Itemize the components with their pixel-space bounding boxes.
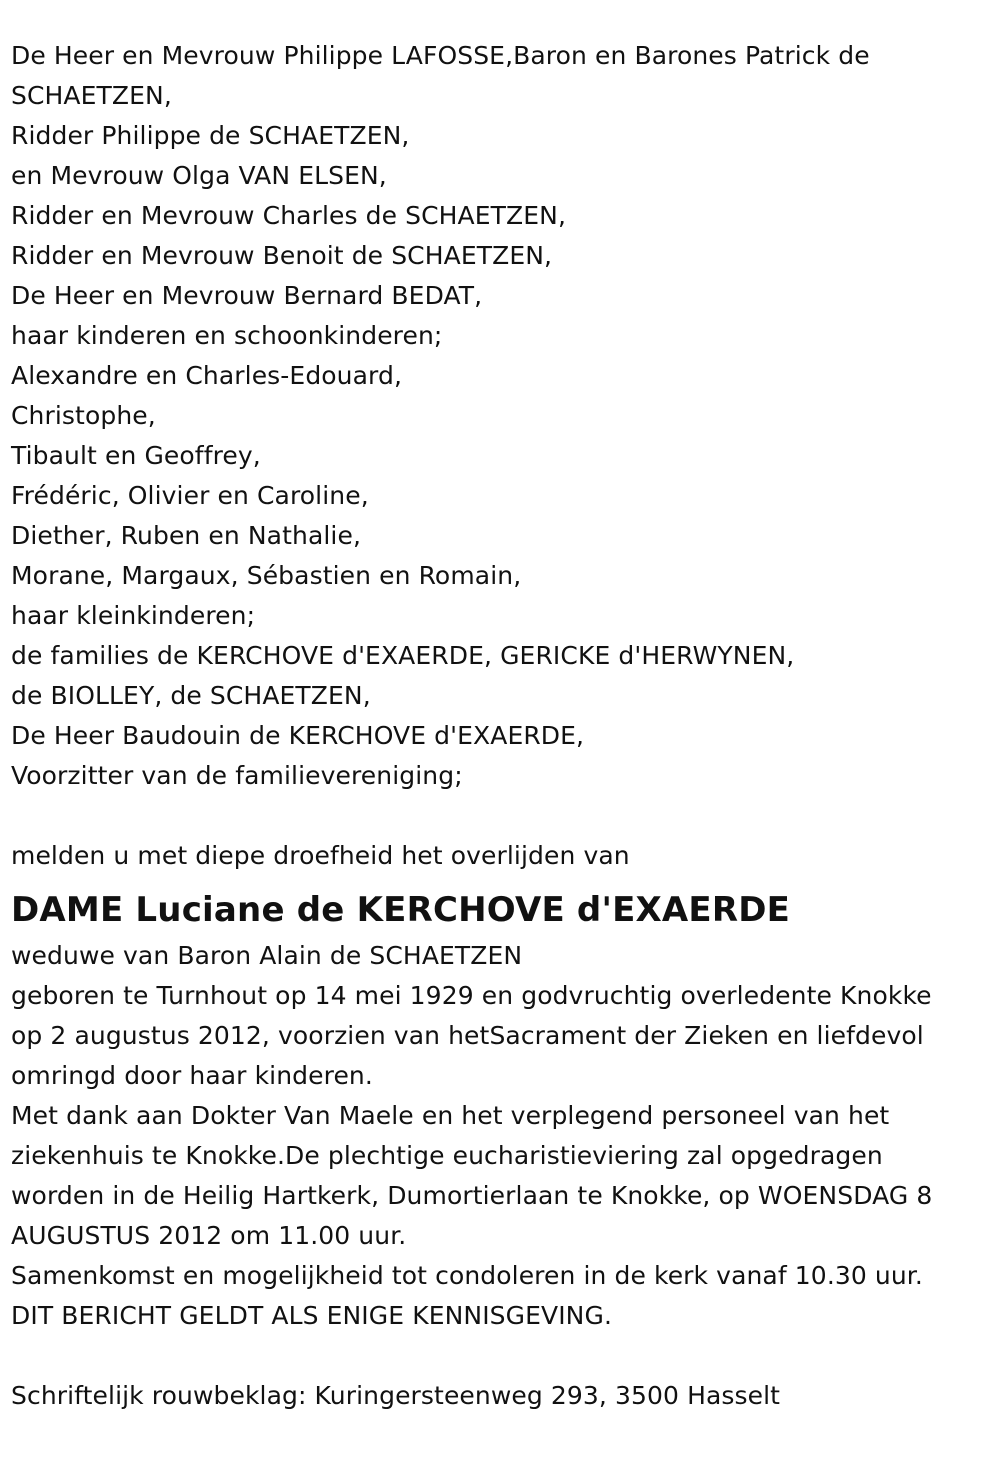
- detail-line: ziekenhuis te Knokke.De plechtige eucharistieviering zal opgedragen: [11, 1141, 883, 1170]
- sender-line: en Mevrouw Olga VAN ELSEN,: [11, 161, 387, 190]
- detail-line: DIT BERICHT GELDT ALS ENIGE KENNISGEVING.: [11, 1301, 612, 1330]
- sender-line: Christophe,: [11, 401, 156, 430]
- sender-line: Morane, Margaux, Sébastien en Romain,: [11, 561, 522, 590]
- detail-line: Samenkomst en mogelijkheid tot condoleren in de kerk vanaf 10.30 uur.: [11, 1261, 923, 1290]
- obituary-notice: [11, 36, 991, 1416]
- detail-line: worden in de Heilig Hartkerk, Dumortierlaan te Knokke, op WOENSDAG 8: [11, 1181, 933, 1210]
- deceased-name: DAME Luciane de KERCHOVE d'EXAERDE: [11, 890, 791, 930]
- sender-line: Alexandre en Charles-Edouard,: [11, 361, 402, 390]
- detail-line: omringd door haar kinderen.: [11, 1061, 373, 1090]
- details-block: [11, 936, 991, 1336]
- detail-line: geboren te Turnhout op 14 mei 1929 en godvruchtig overledente Knokke: [11, 981, 932, 1010]
- spacer: [11, 1336, 991, 1376]
- condolence-address: Schriftelijk rouwbeklag: Kuringersteenweg 293, 3500 Hasselt: [11, 1381, 781, 1410]
- detail-line: weduwe van Baron Alain de SCHAETZEN: [11, 941, 523, 970]
- sender-line: Tibault en Geoffrey,: [11, 441, 261, 470]
- sender-line: De Heer en Mevrouw Philippe LAFOSSE,Baron en Barones Patrick de: [11, 41, 870, 70]
- sender-line: haar kinderen en schoonkinderen;: [11, 321, 443, 350]
- sender-line: De Heer en Mevrouw Bernard BEDAT,: [11, 281, 483, 310]
- sender-line: Frédéric, Olivier en Caroline,: [11, 481, 369, 510]
- sender-line: de BIOLLEY, de SCHAETZEN,: [11, 681, 371, 710]
- sender-line: Voorzitter van de familievereniging;: [11, 761, 463, 790]
- detail-line: Met dank aan Dokter Van Maele en het verplegend personeel van het: [11, 1101, 890, 1130]
- sender-line: Diether, Ruben en Nathalie,: [11, 521, 361, 550]
- sender-line: SCHAETZEN,: [11, 81, 172, 110]
- detail-line: op 2 augustus 2012, voorzien van hetSacrament der Zieken en liefdevol: [11, 1021, 924, 1050]
- sender-line: Ridder en Mevrouw Charles de SCHAETZEN,: [11, 201, 566, 230]
- detail-line: AUGUSTUS 2012 om 11.00 uur.: [11, 1221, 407, 1250]
- sender-line: Ridder en Mevrouw Benoit de SCHAETZEN,: [11, 241, 553, 270]
- senders-block: [11, 36, 991, 796]
- sender-line: De Heer Baudouin de KERCHOVE d'EXAERDE,: [11, 721, 585, 750]
- announcement-text: melden u met diepe droefheid het overlijden van: [11, 841, 630, 870]
- sender-line: Ridder Philippe de SCHAETZEN,: [11, 121, 410, 150]
- spacer: [11, 796, 991, 836]
- sender-line: haar kleinkinderen;: [11, 601, 256, 630]
- sender-line: de families de KERCHOVE d'EXAERDE, GERICKE d'HERWYNEN,: [11, 641, 795, 670]
